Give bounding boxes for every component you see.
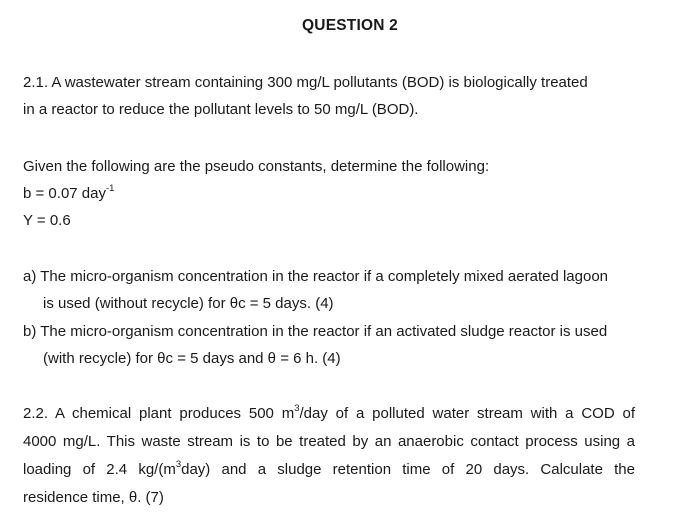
- part-b-line-1: b) The micro-organism concentration in the reactor if an activated sludge reactor is used: [23, 323, 608, 340]
- q22-line-1-start: 2.2. A chemical plant produces 500 m: [23, 405, 295, 422]
- q22-line-3-superscript: 3: [175, 459, 182, 470]
- constant-y: Y = 0.6: [23, 212, 71, 229]
- q21-line-1: 2.1. A wastewater stream containing 300 mg/L pollutants (BOD) is biologically treated: [23, 74, 588, 91]
- question-title: QUESTION 2: [302, 17, 398, 34]
- constant-b: [23, 185, 114, 202]
- q22-line-3-start: loading of 2.4 kg/(m: [23, 461, 176, 478]
- q22-line-1: [23, 405, 635, 422]
- given-text: Given the following are the pseudo constants, determine the following:: [23, 158, 490, 175]
- q22-line-1-superscript: 3: [294, 403, 300, 414]
- part-a-line-1: a) The micro-organism concentration in the reactor if a completely mixed aerated lagoon: [23, 268, 609, 285]
- part-a-line-2: is used (without recycle) for θc = 5 days. (4): [43, 295, 334, 312]
- q22-line-4: residence time, θ. (7): [23, 489, 164, 506]
- constant-b-exponent: -1: [105, 183, 115, 194]
- q22-line-1-end: /day of a polluted water stream with a COD of: [299, 405, 635, 422]
- q22-line-2: 4000 mg/L. This waste stream is to be treated by an anaerobic contact process using a: [23, 433, 635, 450]
- constant-b-text: b = 0.07 day: [23, 185, 106, 202]
- q21-line-2: in a reactor to reduce the pollutant levels to 50 mg/L (BOD).: [23, 101, 419, 118]
- q22-line-3: [23, 461, 635, 478]
- q22-line-3-end: day) and a sludge retention time of 20 days. Calculate the: [181, 461, 635, 478]
- part-b-line-2: (with recycle) for θc = 5 days and θ = 6 h. (4): [43, 350, 341, 367]
